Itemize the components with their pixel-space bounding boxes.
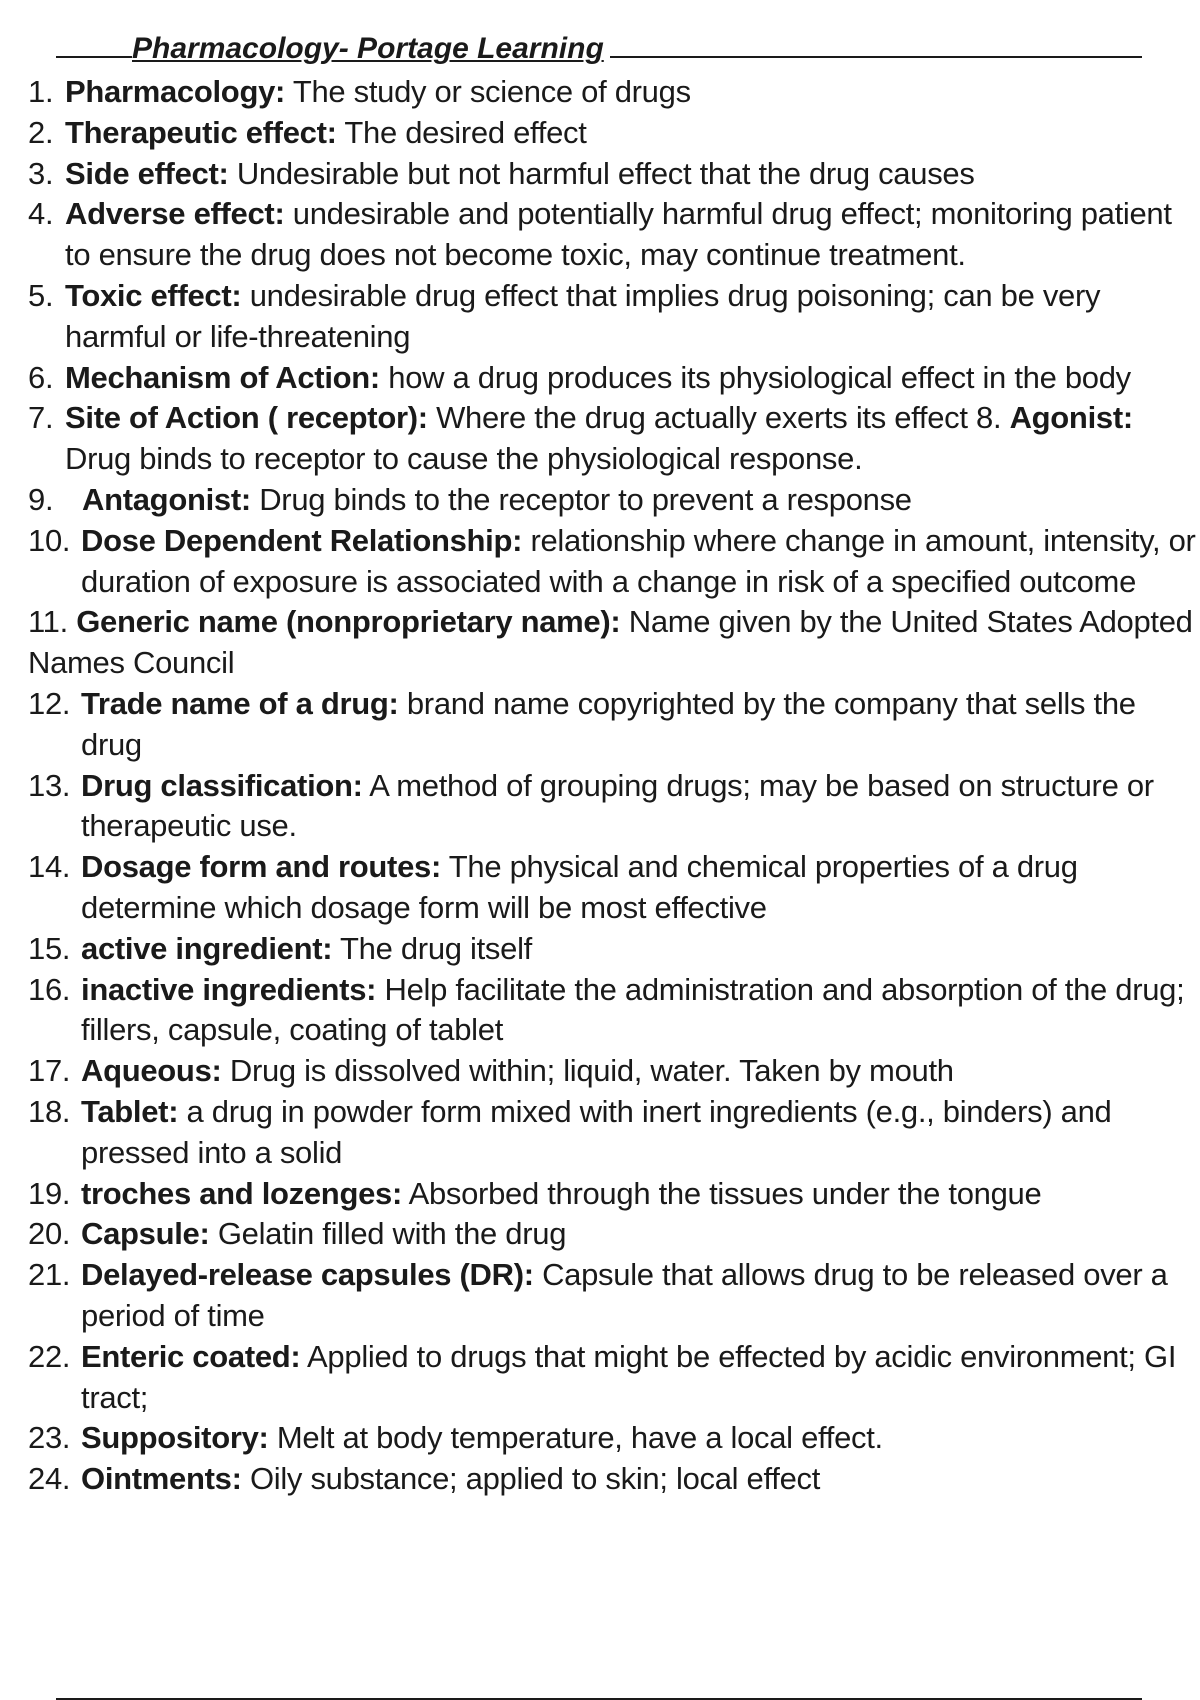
definition: The desired effect: [336, 114, 587, 150]
term: Enteric coated:: [81, 1338, 301, 1374]
item-body: [65, 154, 1200, 195]
term: Generic name (nonproprietary name):: [76, 604, 621, 640]
definition: Where the drug actually exerts its effect 8.: [427, 400, 1010, 436]
item-number: 2.: [28, 114, 54, 150]
term: Suppository:: [81, 1420, 269, 1456]
definition: Name given by the United States Adopted Names Council: [28, 604, 1193, 681]
item-number: 7.: [28, 400, 54, 436]
item-number: 9.: [28, 481, 54, 517]
list-item: [28, 1051, 1200, 1092]
definition: Drug binds to the receptor to prevent a response: [250, 481, 912, 517]
item-number: 10.: [28, 522, 71, 558]
list-item: [28, 1255, 1200, 1337]
item-number: 13.: [28, 767, 71, 803]
item-number: 20.: [28, 1216, 71, 1252]
item-number: 23.: [28, 1420, 71, 1456]
item-number: 24.: [28, 1461, 71, 1497]
item-body: [65, 398, 1200, 480]
list-item: [28, 847, 1200, 929]
item-number: 5.: [28, 277, 54, 313]
item-body: [65, 194, 1200, 276]
item-body: [81, 847, 1200, 929]
item-number: 15.: [28, 930, 71, 966]
definition: Drug binds to receptor to cause the physiological response.: [65, 441, 863, 477]
term: Adverse effect:: [65, 196, 285, 232]
term: troches and lozenges:: [81, 1175, 402, 1211]
list-item: [28, 1459, 1200, 1500]
term: Delayed-release capsules (DR):: [81, 1257, 534, 1293]
term: Pharmacology:: [65, 74, 286, 109]
item-number: 3.: [28, 155, 54, 191]
list-item: [28, 1092, 1200, 1174]
item-body: [81, 1214, 1200, 1255]
definition: relationship where change in amount, intensity, or duration of exposure is associated with a change in risk of a specified outcome: [81, 522, 1196, 599]
list-item: [28, 684, 1200, 766]
definition: Help facilitate the administration and absorption of the drug; fillers, capsule, coating of tablet: [81, 971, 1185, 1048]
item-number: 17.: [28, 1053, 71, 1089]
item-number: 21.: [28, 1257, 71, 1293]
term: Dosage form and routes:: [81, 849, 441, 885]
definition: A method of grouping drugs; may be based on structure or therapeutic use.: [81, 767, 1154, 844]
list-item: [28, 72, 1200, 113]
item-number: 18.: [28, 1093, 71, 1129]
list-item: [28, 1174, 1200, 1215]
item-body: [81, 766, 1200, 848]
item-number: 22.: [28, 1338, 71, 1374]
term: Mechanism of Action:: [65, 359, 380, 395]
term: Dose Dependent Relationship:: [81, 522, 523, 558]
term: Trade name of a drug:: [81, 685, 399, 721]
term: Antagonist:: [82, 481, 251, 517]
definition: undesirable drug effect that implies drug poisoning; can be very harmful or life-threatening: [65, 277, 1101, 354]
item-body: [81, 1337, 1200, 1419]
item-body: [81, 1092, 1200, 1174]
term: Agonist:: [1009, 400, 1133, 436]
list-item: [28, 113, 1200, 154]
item-number: 12.: [28, 685, 71, 721]
list-item: [28, 1337, 1200, 1419]
item-body: [65, 113, 1200, 154]
definition: Undesirable but not harmful effect that the drug causes: [228, 155, 975, 191]
list-item: [28, 358, 1200, 399]
list-item: [28, 929, 1200, 970]
item-number: 11.: [28, 604, 68, 640]
definition: undesirable and potentially harmful drug effect; monitoring patient to ensure the drug does not become toxic, may continue treatment.: [65, 196, 1172, 273]
item-body: [81, 521, 1200, 603]
item-body: [81, 1418, 1200, 1459]
term: Toxic effect:: [65, 277, 242, 313]
item-body: [81, 929, 1200, 970]
item-number: 19.: [28, 1175, 71, 1211]
list-item: [28, 276, 1200, 358]
definition: how a drug produces its physiological effect in the body: [379, 359, 1131, 395]
list-item: [28, 970, 1200, 1052]
definition: Melt at body temperature, have a local effect.: [268, 1420, 883, 1456]
definition: Drug is dissolved within; liquid, water. Taken by mouth: [221, 1053, 954, 1089]
item-body: [65, 358, 1200, 399]
item-number: 16.: [28, 971, 71, 1007]
definition: brand name copyrighted by the company that sells the drug: [81, 685, 1136, 762]
list-item: [28, 602, 1200, 684]
item-number: 4.: [28, 196, 54, 232]
item-number: 6.: [28, 359, 54, 395]
item-body: [81, 970, 1200, 1052]
term: Capsule:: [81, 1216, 210, 1252]
item-body: [82, 480, 1200, 521]
item-number: 14.: [28, 849, 71, 885]
definition: The physical and chemical properties of a drug determine which dosage form will be most effective: [81, 849, 1078, 925]
term: Site of Action ( receptor):: [65, 400, 428, 436]
list-item: [28, 1418, 1200, 1459]
term: Drug classification:: [81, 767, 363, 803]
list-item: [28, 1214, 1200, 1255]
definition: The drug itself: [332, 930, 532, 966]
item-body: [81, 1051, 1200, 1092]
list-item: [28, 154, 1200, 195]
term: inactive ingredients:: [81, 971, 377, 1007]
list-item: [28, 194, 1200, 276]
term: Therapeutic effect:: [65, 114, 337, 150]
term: Side effect:: [65, 155, 229, 191]
definition: a drug in powder form mixed with inert ingredients (e.g., binders) and pressed into a solid: [81, 1093, 1112, 1170]
definition: Absorbed through the tissues under the tongue: [402, 1175, 1042, 1211]
term: Ointments:: [81, 1461, 242, 1497]
definition: The study or science of drugs: [285, 74, 691, 109]
item-body: [65, 276, 1200, 358]
term: Tablet:: [81, 1093, 179, 1129]
item-body: [65, 72, 1200, 113]
list-item: [28, 766, 1200, 848]
term: active ingredient:: [81, 930, 333, 966]
term: Aqueous:: [81, 1053, 222, 1089]
item-number: 1.: [28, 74, 54, 109]
definition: Applied to drugs that might be effected by acidic environment; GI tract;: [81, 1338, 1177, 1415]
definition: Gelatin filled with the drug: [209, 1216, 567, 1252]
definition: Oily substance; applied to skin; local effect: [241, 1461, 821, 1497]
item-body: [81, 1174, 1200, 1215]
list-item: [28, 398, 1200, 480]
item-body: [81, 684, 1200, 766]
item-body: [81, 1255, 1200, 1337]
definition: Capsule that allows drug to be released over a period of time: [81, 1257, 1168, 1333]
document-title: Pharmacology- Portage Learning: [132, 32, 610, 66]
list-item: [28, 480, 1200, 521]
item-body: [81, 1459, 1200, 1500]
list-item: [28, 521, 1200, 603]
terms-list: [28, 72, 1200, 1500]
